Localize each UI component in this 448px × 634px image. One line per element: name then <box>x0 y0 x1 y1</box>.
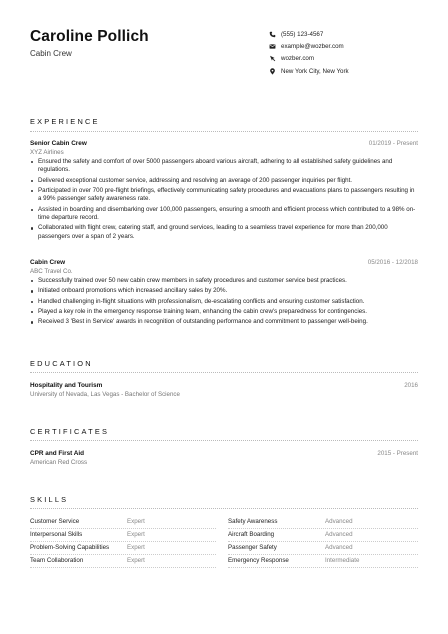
bullet-text: Collaborated with flight crew, catering staff, and ground services, leading to a seamless travel experience for more than 200,000 passengers over a span of 2 years. <box>38 224 388 240</box>
skill-divider <box>228 567 418 568</box>
phone-icon <box>268 30 276 38</box>
candidate-role: Cabin Crew <box>30 49 72 58</box>
skill-level: Advanced <box>325 531 353 538</box>
bullet-text: Handled challenging in-flight situations with professionalism, de-escalating conflicts and ensuring customer satisfaction. <box>38 297 365 305</box>
bullet-text: Initiated onboard promotions which increased ancillary sales by 20%. <box>38 287 228 295</box>
bullet-dot <box>31 280 33 282</box>
bullet-dot <box>31 321 33 323</box>
envelope-icon <box>268 42 276 50</box>
skill-name: Customer Service <box>30 518 80 525</box>
skill-level: Expert <box>127 518 145 525</box>
skill-level: Advanced <box>325 518 353 525</box>
education-date: 2016 <box>404 382 418 389</box>
contact-text: (555) 123-4567 <box>281 30 324 38</box>
link-icon <box>268 55 276 63</box>
list-item <box>30 206 418 223</box>
list-item <box>30 158 418 175</box>
bullet-text: Played a key role in the emergency response training team, enhancing the cabin crew's preparedness for contingencies. <box>38 307 367 315</box>
section-title-certificates: CERTIFICATES <box>30 427 110 436</box>
bullet-text: Assisted in boarding and disembarking over 100,000 passengers, ensuring a smooth and efficient process which contributed to a 98% on-time departure record. <box>38 205 416 222</box>
contact-text: New York City, New York <box>281 67 349 75</box>
skill-divider <box>30 541 216 542</box>
skill-name: Team Collaboration <box>30 557 84 564</box>
certificate-title: CPR and First Aid <box>30 450 85 457</box>
bullet-dot <box>31 209 33 211</box>
bullet-text: Successfully trained over 50 new cabin crew members in safety procedures and customer service best practices. <box>38 277 347 284</box>
skill-name: Safety Awareness <box>228 518 278 525</box>
job-bullets <box>30 277 418 328</box>
candidate-name: Caroline Pollich <box>30 28 149 45</box>
contact-text: wozber.com <box>281 55 315 63</box>
skill-level: Expert <box>127 544 145 551</box>
skill-name: Passenger Safety <box>228 544 277 551</box>
job-company: ABC Travel Co. <box>30 268 73 275</box>
bullet-text: Ensured the safety and comfort of over 5000 passengers aboard various aircraft, adhering to all established safety guidelines and regulations. <box>38 158 393 174</box>
section-divider <box>30 440 418 441</box>
section-divider <box>30 131 418 132</box>
skill-name: Emergency Response <box>228 557 289 564</box>
skill-divider <box>30 567 216 568</box>
section-title-experience: EXPERIENCE <box>30 117 100 126</box>
education-title: Hospitality and Tourism <box>30 382 103 389</box>
bullet-text: Delivered exceptional customer service, addressing and resolving an average of 200 passenger inquiries per flight. <box>38 176 353 184</box>
job-bullets <box>30 158 418 243</box>
contact-phone <box>268 28 349 40</box>
list-item <box>30 177 418 185</box>
bullet-dot <box>31 180 33 182</box>
section-title-skills: SKILLS <box>30 495 69 504</box>
contact-list <box>268 28 349 77</box>
bullet-dot <box>31 227 33 229</box>
list-item <box>30 308 418 316</box>
bullet-text: Received 3 'Best in Service' awards in recognition of outstanding performance and commitment to passenger well-being. <box>38 318 368 326</box>
skill-level: Expert <box>127 557 145 564</box>
skill-name: Problem-Solving Capabilities <box>30 544 110 551</box>
skill-level: Expert <box>127 531 145 538</box>
list-item <box>30 287 418 295</box>
list-item <box>30 224 418 241</box>
skill-level: Intermediate <box>325 557 360 564</box>
list-item <box>30 298 418 306</box>
location-pin-icon <box>268 67 276 75</box>
bullet-dot <box>31 190 33 192</box>
bullet-dot <box>31 301 33 303</box>
skill-name: Interpersonal Skills <box>30 531 83 538</box>
list-item <box>30 187 418 204</box>
job-title: Cabin Crew <box>30 259 66 266</box>
job-title: Senior Cabin Crew <box>30 140 87 147</box>
contact-location <box>268 65 349 77</box>
section-divider <box>30 372 418 373</box>
education-school: University of Nevada, Las Vegas - Bachelor of Science <box>30 391 180 398</box>
skill-divider <box>30 528 216 529</box>
skill-divider <box>228 541 418 542</box>
bullet-text: Participated in over 700 pre-flight briefings, effectively communicating safety procedures and evacuations plans to passengers resulting in a 99% passenger safety awareness rate. <box>38 187 415 203</box>
skill-name: Aircraft Boarding <box>228 531 275 538</box>
job-company: XYZ Airlines <box>30 149 64 156</box>
job-dates: 05/2016 - 12/2018 <box>367 259 418 266</box>
contact-text: example@wozber.com <box>281 42 344 50</box>
contact-website <box>268 53 349 65</box>
section-divider <box>30 508 418 509</box>
contact-email <box>268 40 349 52</box>
skill-divider <box>30 554 216 555</box>
bullet-dot <box>31 161 33 163</box>
skill-divider <box>228 554 418 555</box>
job-dates: 01/2019 - Present <box>368 140 418 147</box>
bullet-dot <box>31 290 33 292</box>
bullet-dot <box>31 311 33 313</box>
list-item <box>30 318 418 326</box>
section-title-education: EDUCATION <box>30 359 93 368</box>
skill-level: Advanced <box>325 544 353 551</box>
skill-divider <box>228 528 418 529</box>
list-item <box>30 277 418 285</box>
certificate-issuer: American Red Cross <box>30 459 88 466</box>
certificate-date: 2015 - Present <box>377 450 418 457</box>
